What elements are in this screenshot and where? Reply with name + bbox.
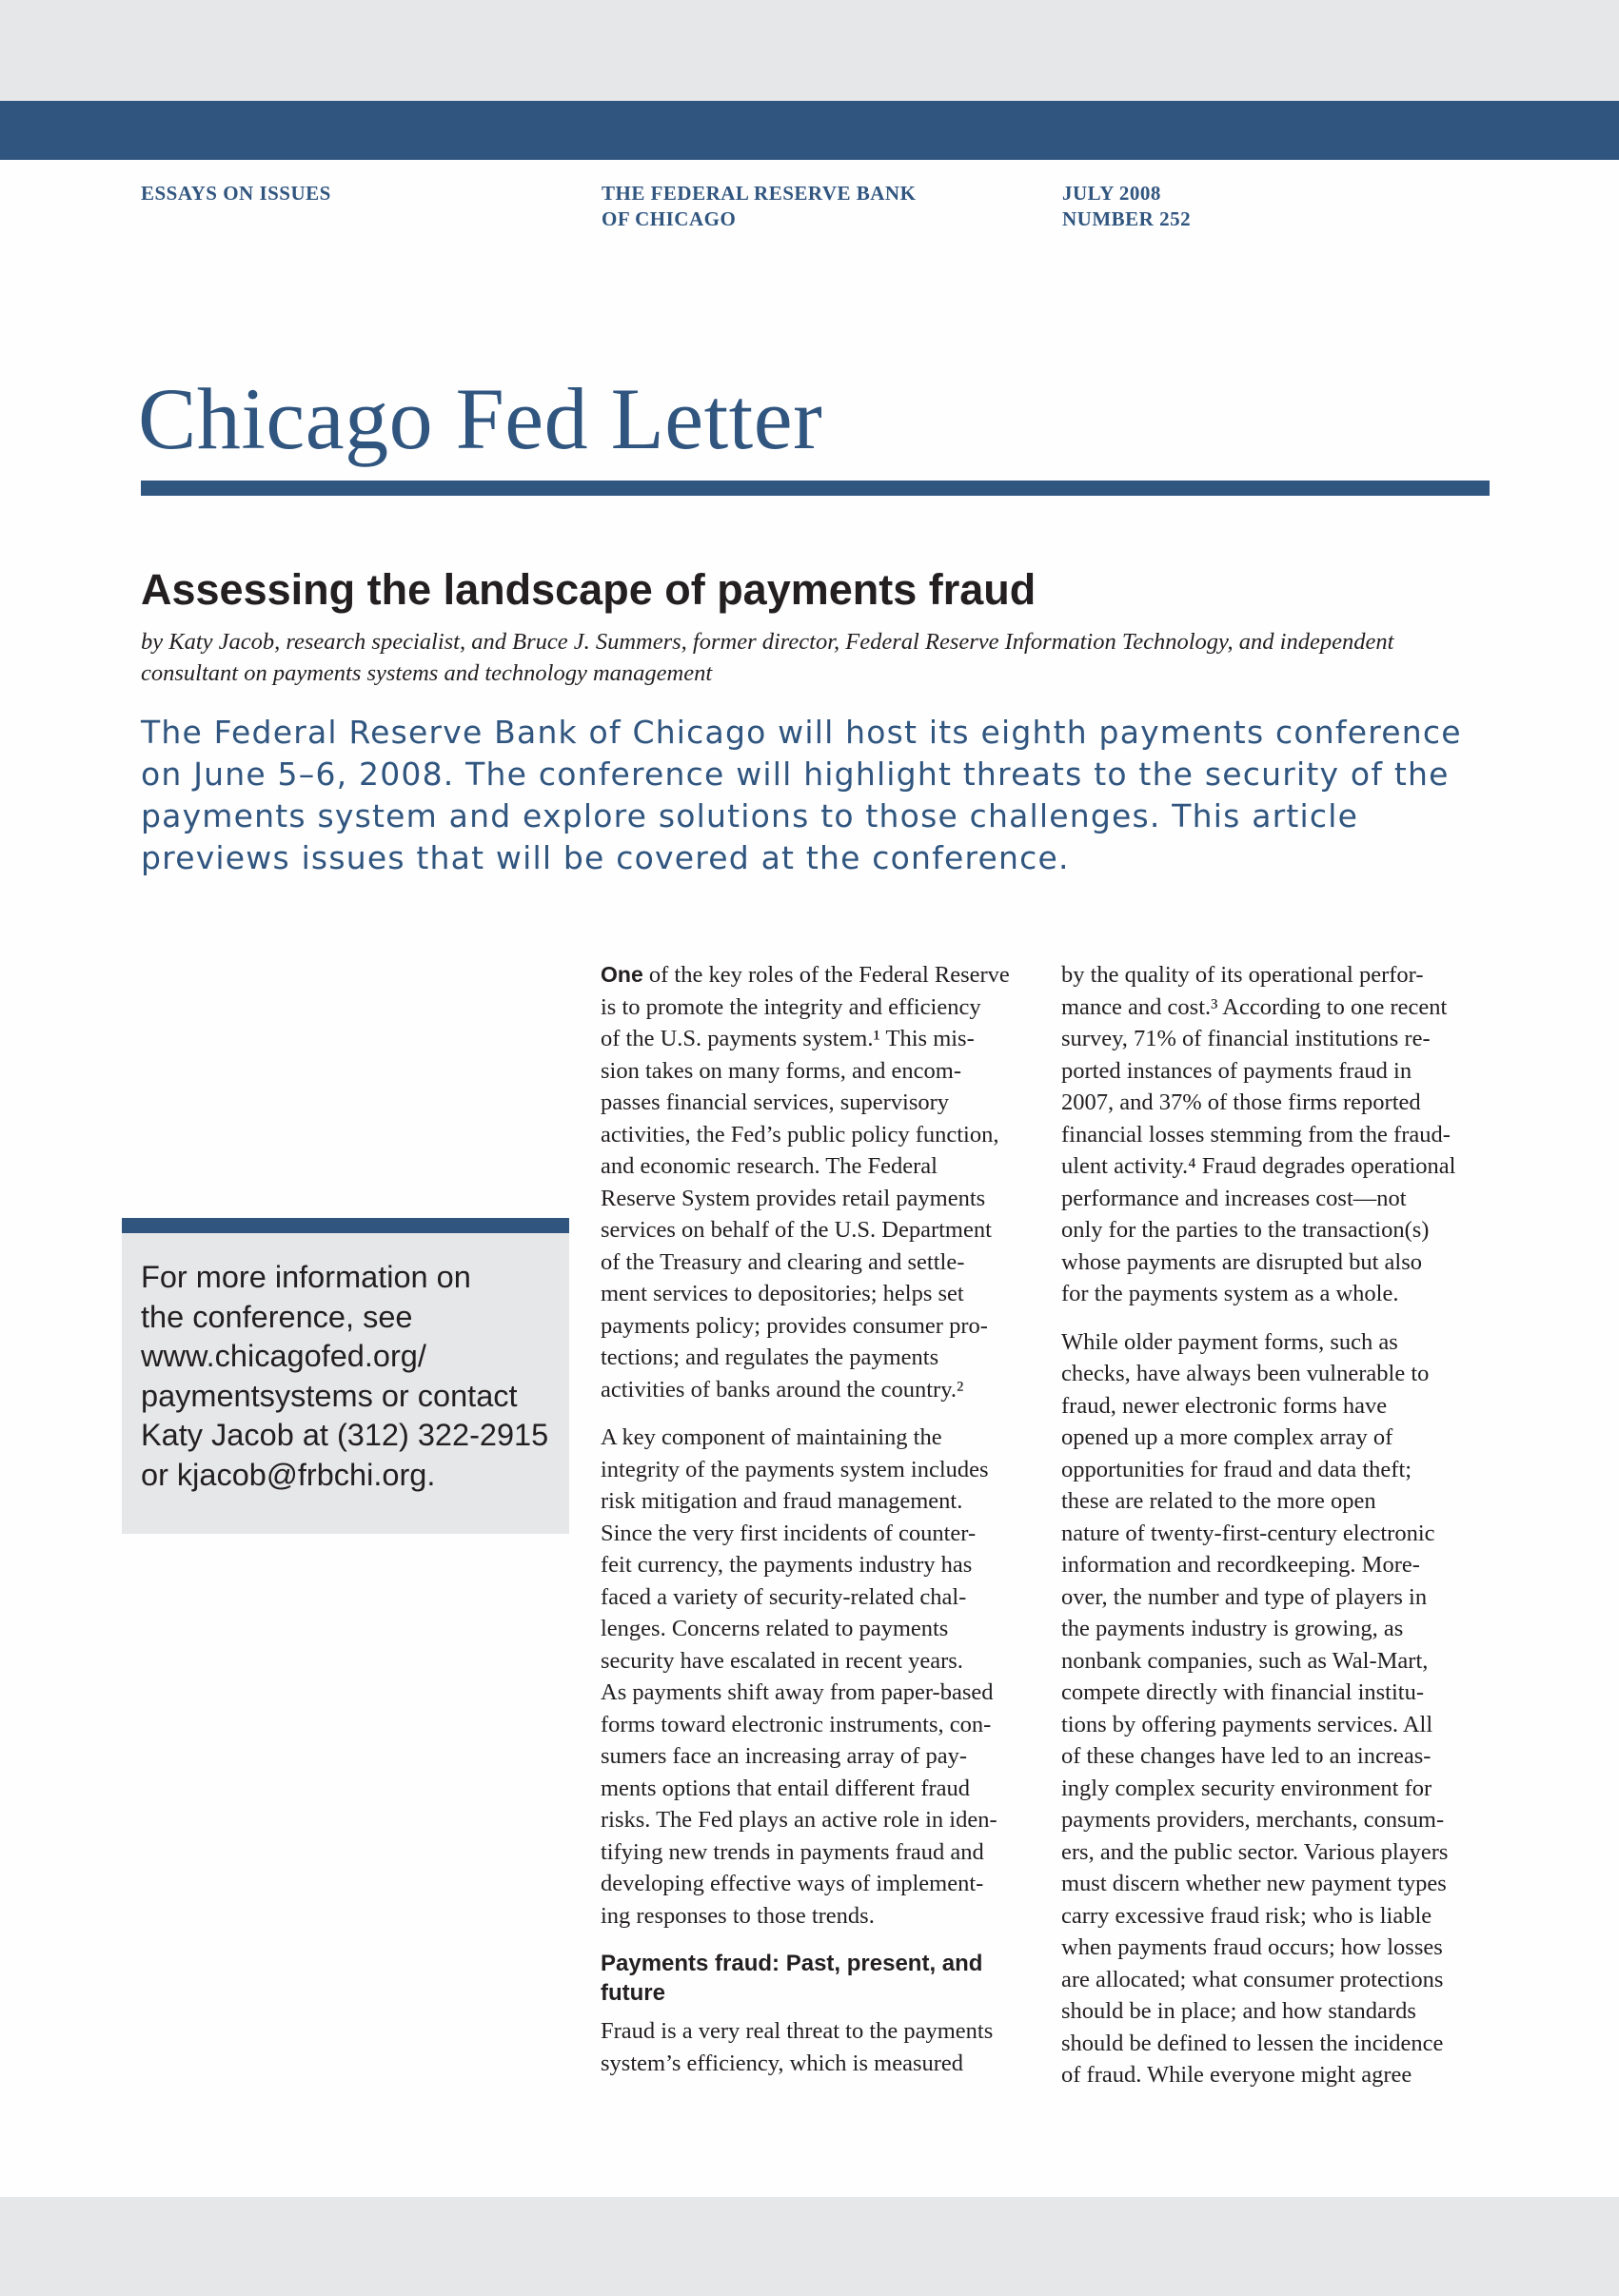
text-line: whose payments are disrupted but also [1061,1248,1422,1275]
sidebar-line: For more information on [141,1260,471,1294]
text-line: information and recordkeeping. More- [1061,1552,1420,1578]
text-line: Fraud is a very real threat to the payments [601,2018,994,2044]
text-line: are allocated; what consumer protections [1061,1966,1444,1992]
text-line: As payments shift away from paper-based [601,1679,994,1705]
sidebar-info [141,1258,560,1495]
text-line: must discern whether new payment types [1061,1871,1447,1896]
top-gray-band [0,0,1619,101]
text-line: ported instances of payments fraud in [1061,1057,1412,1084]
text-line: tions by offering payments services. All [1061,1711,1433,1737]
text-line: nonbank companies, such as Wal-Mart, [1061,1647,1429,1674]
publisher-label [602,181,916,232]
body-column-2 [1061,959,1513,2091]
masthead-rule [141,481,1490,496]
top-blue-band [0,101,1619,160]
text-line: sumers face an increasing array of pay- [601,1743,968,1769]
text-line: these are related to the more open [1061,1488,1376,1514]
text-line: A key component of maintaining the [601,1424,942,1450]
col2-paragraph-1 [1061,959,1513,1310]
text-line: risk mitigation and fraud management. [601,1488,963,1514]
sidebar-link-url[interactable]: www.chicagofed.org/ [141,1339,426,1373]
article-lede: The Federal Reserve Bank of Chicago will host its eighth payments conference on June 5–6, 2008. The conference will highlight threats to the security of the payments system and explore solutions to those challenges. This article previews issues that will be covered at the conference. [141,714,1462,876]
text-line: fraud, newer electronic forms have [1061,1392,1388,1419]
text-line: services on behalf of the U.S. Department [601,1217,992,1243]
issue-info [1062,181,1191,232]
section-subhead: Payments fraud: Past, present, and [601,1951,983,1976]
text-line: by the quality of its operational perfor- [1061,962,1424,988]
text-line: tections; and regulates the payments [601,1344,939,1370]
text-line: feit currency, the payments industry has [601,1552,973,1578]
text-line: activities of banks around the country.² [601,1376,964,1403]
section-subhead-cont: future [601,1980,665,2006]
series-text: ESSAYS ON ISSUES [141,182,331,205]
text-line: of these changes have led to an increas- [1061,1743,1431,1769]
text-line: performance and increases cost—not [1061,1185,1407,1211]
text-line: is to promote the integrity and efficiency [601,993,981,1020]
text-line: carry excessive fraud risk; who is liable [1061,1902,1432,1929]
text-line: integrity of the payments system includes [601,1456,989,1482]
text-line: of fraud. While everyone might agree [1061,2062,1412,2088]
text-line: ing responses to those trends. [601,1902,875,1929]
text-line: ment services to depositories; helps set [601,1281,964,1306]
issue-date: JULY 2008 [1062,182,1161,205]
text-line: of the Treasury and clearing and settle- [601,1248,965,1275]
text-line: developing effective ways of implement- [601,1871,984,1896]
body-text: of the key roles of the Federal Reserve [642,962,1010,988]
text-line: lenges. Concerns related to payments [601,1616,949,1641]
col2-paragraph-2 [1061,1326,1513,2091]
text-line: ulent activity.⁴ Fraud degrades operational [1061,1153,1456,1179]
text-line: nature of twenty-first-century electronic [1061,1520,1435,1546]
issue-number: NUMBER 252 [1062,207,1192,230]
text-line: financial losses stemming from the fraud- [1061,1121,1451,1148]
text-line: only for the parties to the transaction(s) [1061,1217,1430,1243]
text-line: faced a variety of security-related chal- [601,1583,967,1610]
sidebar-contact-email[interactable]: or kjacob@frbchi.org. [141,1457,436,1492]
text-line: 2007, and 37% of those firms reported [1061,1089,1421,1115]
body-first-line [601,959,1053,991]
text-line: compete directly with financial institu- [1061,1679,1424,1705]
body-column-1 [601,959,1053,2079]
text-line: when payments fraud occurs; how losses [1061,1934,1443,1960]
text-line: survey, 71% of financial institutions re- [1061,1026,1431,1051]
text-line: of the U.S. payments system.¹ This mis- [601,1026,975,1051]
text-line: payments policy; provides consumer pro- [601,1312,988,1339]
sidebar-line: paymentsystems or contact [141,1378,518,1413]
text-line: risks. The Fed plays an active role in iden- [601,1807,997,1833]
text-line: Reserve System provides retail payments [601,1185,986,1211]
series-label [141,181,331,206]
text-line: opened up a more complex array of [1061,1424,1393,1450]
text-line: payments providers, merchants, consum- [1061,1807,1445,1833]
text-line: While older payment forms, such as [1061,1328,1398,1355]
article-byline: by Katy Jacob, research specialist, and Bruce J. Summers, former director, Federal Reserve Information Technology, and independent consultant on payments systems and technology management [141,629,1394,686]
text-line: for the payments system as a whole. [1061,1281,1399,1306]
text-line: should be defined to lessen the incidence [1061,2030,1444,2056]
sidebar-rule [122,1218,569,1233]
masthead-title: Chicago Fed Letter [138,370,823,467]
text-line: mance and cost.³ According to one recent [1061,993,1448,1020]
bottom-gray-band [0,2197,1619,2296]
text-line: passes financial services, supervisory [601,1089,950,1115]
text-line: opportunities for fraud and data theft; [1061,1456,1412,1482]
text-line: sion takes on many forms, and encom- [601,1057,961,1084]
text-line: tifying new trends in payments fraud and [601,1838,984,1865]
text-line: ingly complex security environment for [1061,1775,1432,1801]
publisher-line-2: OF CHICAGO [602,207,737,230]
sidebar-line: the conference, see [141,1299,413,1334]
col1-paragraph-2 [601,1422,1053,1932]
article-title: Assessing the landscape of payments fraud [141,565,1037,614]
text-line: forms toward electronic instruments, con- [601,1711,992,1737]
text-line: ers, and the public sector. Various players [1061,1838,1449,1865]
col1-paragraph-3 [601,2015,1053,2079]
text-line: activities, the Fed’s public policy function, [601,1121,999,1148]
text-line: security have escalated in recent years. [601,1647,963,1674]
lead-word: One [601,962,643,987]
text-line: system’s efficiency, which is measured [601,2050,964,2076]
text-line: ments options that entail different fraud [601,1775,971,1801]
publisher-line-1: THE FEDERAL RESERVE BANK [602,182,917,205]
text-line: the payments industry is growing, as [1061,1616,1404,1641]
text-line: Since the very first incidents of counter- [601,1520,977,1546]
col1-paragraph-1 [601,991,1053,1406]
text-line: and economic research. The Federal [601,1153,938,1179]
text-line: should be in place; and how standards [1061,1998,1416,2024]
sidebar-contact-phone: Katy Jacob at (312) 322-2915 [141,1418,549,1452]
text-line: checks, have always been vulnerable to [1061,1361,1430,1386]
text-line: over, the number and type of players in [1061,1583,1428,1610]
